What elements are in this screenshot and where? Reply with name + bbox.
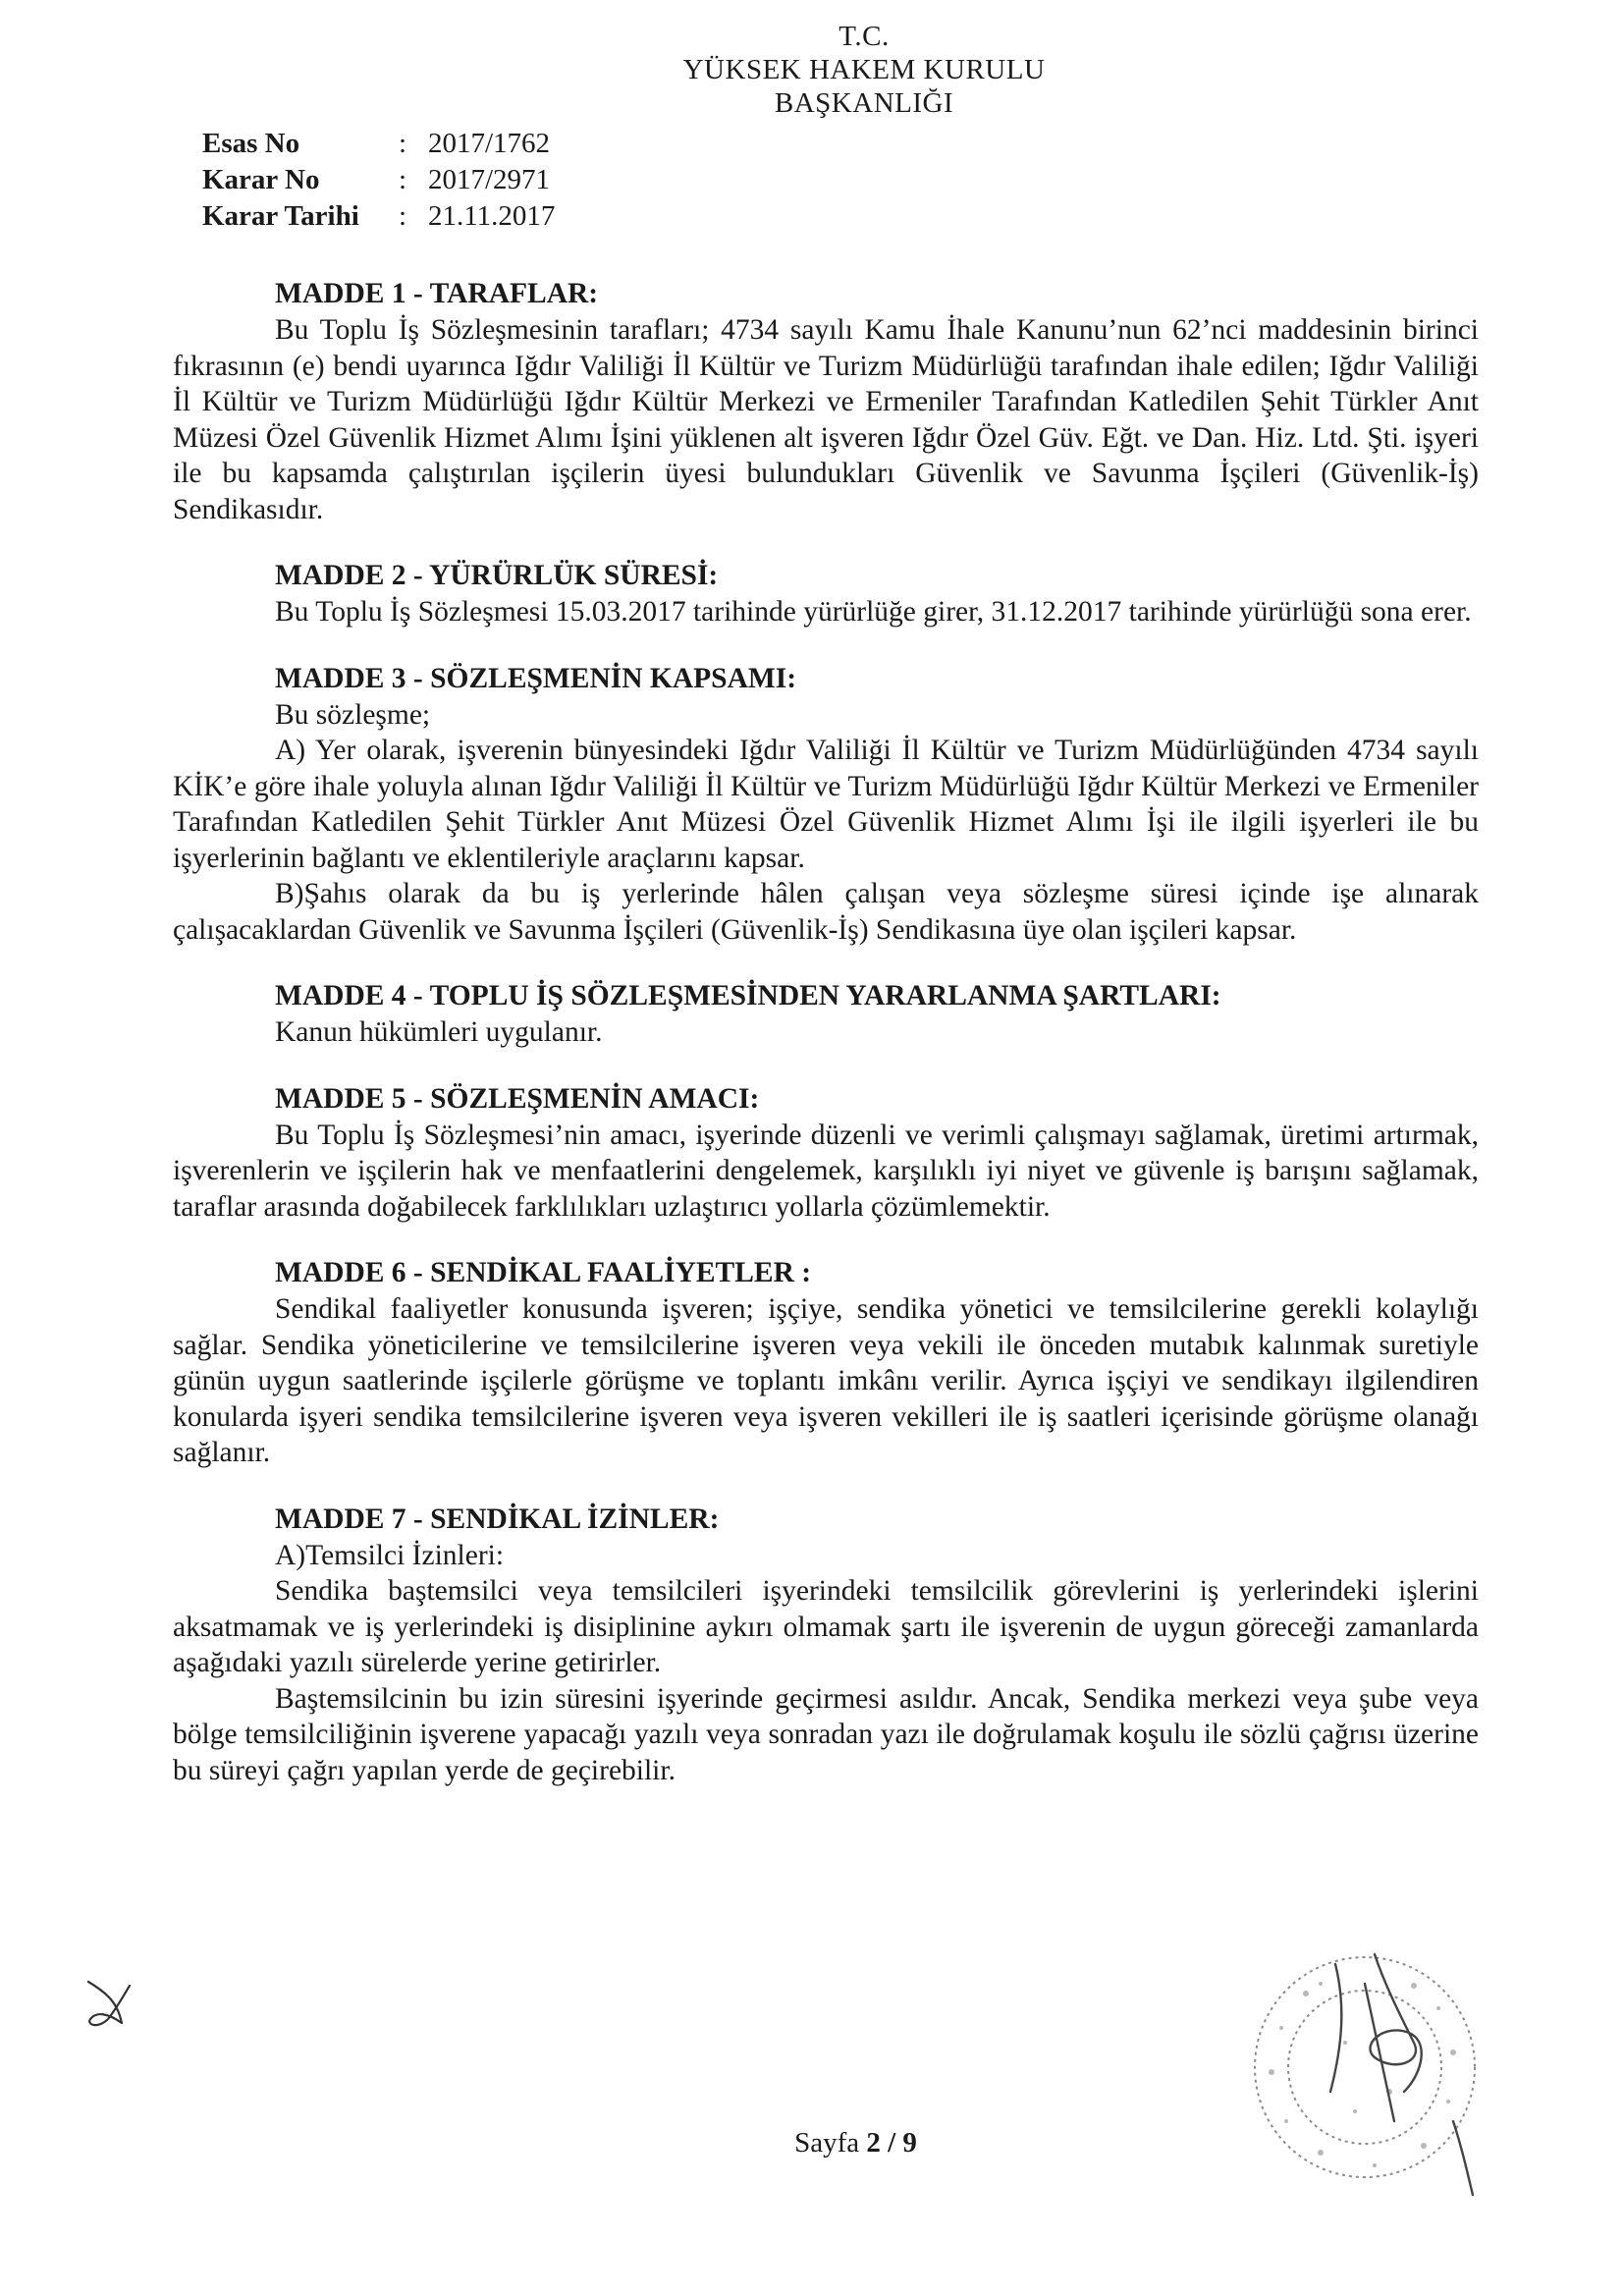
- esas-row: [202, 126, 555, 162]
- article-paragraph: Sendikal faaliyetler konusunda işveren; işçiye, sendika yönetici ve temsilcilerine gerekli kolaylığı sağlar. Sendika yöneticilerine ve temsilcilerine işveren veya vekili ile önceden mutabık kalınmak suretiyle günün uygun saatlerinde işçilerle görüşme ve toplantı imkânı verilir. Ayrıca işçiyi ve sendikayı ilgilendiren konularda işyeri sendika temsilcilerine işveren veya işveren vekilleri ile iş saatleri içerisinde görüşme olanağı sağlanır.: [173, 1293, 1479, 1468]
- karar-label: Karar No: [202, 164, 320, 195]
- article-paragraph: Baştemsilcinin bu izin süresini işyerinde geçirmesi asıldır. Ancak, Sendika merkezi veya şube veya bölge temsilciliğinin işverene yapacağı yazılı veya sonradan yazı ile doğrulamak koşulu ile sözlü çağrısı üzerine bu süreyi çağrı yapılan yerde de geçirebilir.: [173, 1682, 1479, 1786]
- header-presidency: BAŞKANLIĞI: [774, 87, 954, 119]
- article-6: [173, 1254, 1479, 1471]
- article-paragraph: Bu Toplu İş Sözleşmesi’nin amacı, işyerinde düzenli ve verimli çalışmayı sağlamak, üretimi artırmak, işverenlerin ve işçilerin hak ve menfaatlerini dengelemek, karşılıklı iyi niyet ve güvenle iş barışını sağlamak, taraflar arasında doğabilecek farklılıkları uzlaştırıcı yollarla çözümlemektir.: [173, 1119, 1479, 1223]
- handwritten-initial-icon: [79, 1974, 137, 2033]
- article-4: [173, 977, 1479, 1051]
- article-1: [173, 275, 1479, 527]
- article-title: MADDE 4 - TOPLU İŞ SÖZLEŞMESİNDEN YARARLANMA ŞARTLARI:: [275, 980, 1221, 1011]
- case-metadata: [202, 126, 555, 235]
- article-paragraph: Kanun hükümleri uygulanır.: [275, 1016, 603, 1048]
- article-3: [173, 660, 1479, 949]
- karar-value: 2017/2971: [428, 164, 551, 195]
- esas-value: 2017/1762: [428, 128, 551, 159]
- document-body: [173, 275, 1479, 1818]
- page-footer: [0, 2127, 1623, 2159]
- article-title: MADDE 7 - SENDİKAL İZİNLER:: [275, 1503, 720, 1535]
- article-paragraph: Bu Toplu İş Sözleşmesinin tarafları; 4734 sayılı Kamu İhale Kanunu’nun 62’nci maddesinin birinci fıkrasının (e) bendi uyarınca Iğdır Valiliği İl Kültür ve Turizm Müdürlüğü tarafından ihale edilen; Iğdır Valiliği İl Kültür ve Turizm Müdürlüğü Iğdır Kültür Merkezi ve Ermeniler Tarafından Katledilen Şehit Türkler Anıt Müzesi Özel Güvenlik Hizmet Alımı İşini yüklenen alt işveren Iğdır Özel Güv. Eğt. ve Dan. Hiz. Ltd. Şti. işyeri ile bu kapsamda çalıştırılan işçilerin üyesi bulundukları Güvenlik ve Savunma İşçileri (Güvenlik-İş) Sendikasıdır.: [173, 314, 1479, 525]
- tarih-colon: :: [399, 200, 407, 232]
- article-paragraph: A)Temsilci İzinleri:: [275, 1539, 505, 1571]
- tarih-value: 21.11.2017: [428, 200, 556, 232]
- tarih-label: Karar Tarihi: [202, 200, 359, 232]
- esas-label: Esas No: [202, 128, 300, 159]
- article-2: [173, 557, 1479, 630]
- karar-colon: :: [399, 164, 407, 195]
- article-paragraph: Sendika baştemsilci veya temsilcileri işyerindeki temsilcilik görevlerini iş yerlerindeki işlerini aksatmamak ve iş yerlerindeki iş disiplinine aykırı olmamak şartı ile işverenin de uygun göreceği zamanlarda aşağıdaki yazılı sürelerde yerine getirirler.: [173, 1575, 1479, 1678]
- article-5: [173, 1080, 1479, 1226]
- karar-row: [202, 162, 555, 198]
- article-title: MADDE 6 - SENDİKAL FAALİYETLER :: [275, 1257, 812, 1288]
- page-number: 2 / 9: [866, 2127, 917, 2159]
- article-title: MADDE 2 - YÜRÜRLÜK SÜRESİ:: [275, 560, 719, 591]
- header-institution: YÜKSEK HAKEM KURULU: [682, 54, 1046, 85]
- article-7: [173, 1501, 1479, 1789]
- article-paragraph: B)Şahıs olarak da bu iş yerlerinde hâlen çalışan veya sözleşme süresi içinde işe alınarak çalışacaklardan Güvenlik ve Savunma İşçileri (Güvenlik-İş) Sendikasına üye olan işçileri kapsar.: [173, 878, 1479, 946]
- article-paragraph: Bu sözleşme;: [275, 698, 431, 731]
- document-header: [550, 20, 1178, 120]
- tarih-row: [202, 198, 555, 235]
- article-paragraph: A) Yer olarak, işverenin bünyesindeki Iğdır Valiliği İl Kültür ve Turizm Müdürlüğünden 4734 sayılı KİK’e göre ihale yoluyla alınan Iğdır Valiliği İl Kültür ve Turizm Müdürlüğü Iğdır Kültür Merkezi ve Ermeniler Tarafından Katledilen Şehit Türkler Anıt Müzesi Özel Güvenlik Hizmet Alımı İşi ile ilgili işyerleri ile bu işyerlerinin bağlantı ve eklentileriyle araçlarını kapsar.: [173, 735, 1479, 874]
- header-tc: T.C.: [839, 21, 890, 52]
- article-paragraph: Bu Toplu İş Sözleşmesi 15.03.2017 tarihinde yürürlüğe girer, 31.12.2017 tarihinde yürürlüğü sona erer.: [275, 596, 1472, 628]
- esas-colon: :: [399, 128, 407, 159]
- article-title: MADDE 1 - TARAFLAR:: [275, 278, 599, 309]
- article-title: MADDE 3 - SÖZLEŞMENİN KAPSAMI:: [275, 662, 797, 694]
- page-label: Sayfa: [794, 2127, 867, 2159]
- article-title: MADDE 5 - SÖZLEŞMENİN AMACI:: [275, 1082, 760, 1115]
